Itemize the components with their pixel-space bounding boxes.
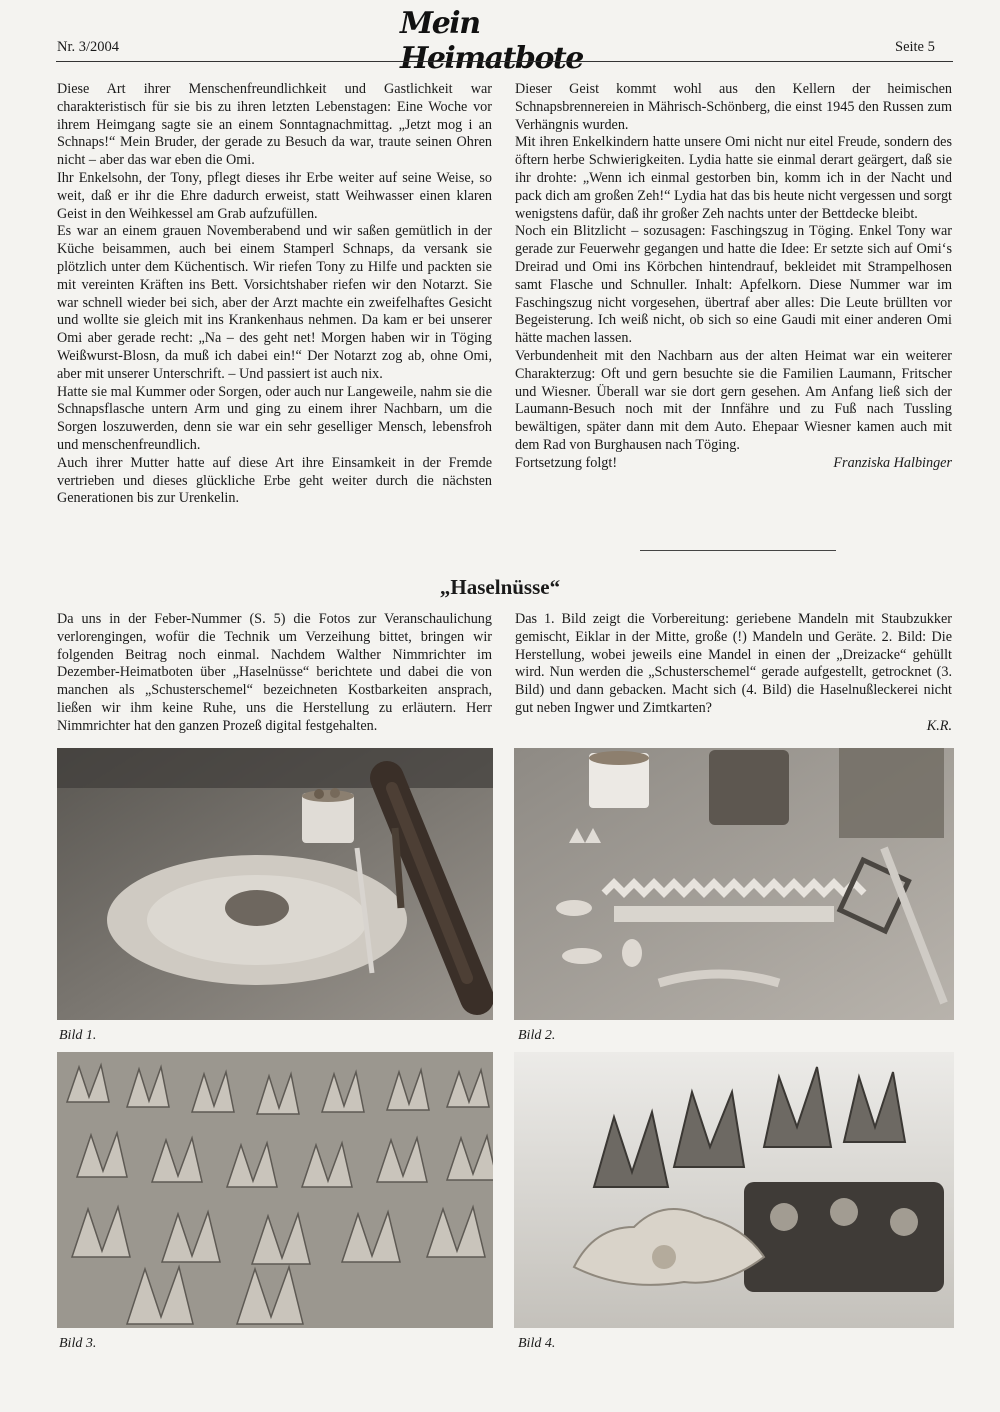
paragraph: Ihr Enkelsohn, der Tony, pflegt dieses ihr Erbe weiter auf seine Weise, so weit, daß er ihr die Ehre dadurch erweist, statt Weihwasser einen klaren Geist in den Weihkessel am Grab aufzufüllen. bbox=[57, 169, 492, 222]
photo-2-caption: Bild 2. bbox=[518, 1028, 556, 1043]
continuation-note: Fortsetzung folgt! bbox=[515, 454, 618, 471]
article-separator bbox=[640, 550, 836, 551]
article2-right-column bbox=[515, 611, 952, 736]
photo-1 bbox=[57, 748, 493, 1020]
photo-2-image bbox=[514, 748, 954, 1020]
photo-3-image bbox=[57, 1052, 493, 1328]
paragraph: Hatte sie mal Kummer oder Sorgen, oder auch nur Langeweile, nahm sie die Schnapsflasche untern Arm und ging zu einem ihrer Nachbarn, um die Sorgen loszuwerden, denn sie war ein sehr geselliger Mensch, lebensfroh und menschenfreundlich. bbox=[57, 383, 492, 453]
paragraph: Da uns in der Feber-Nummer (S. 5) die Fotos zur Veranschaulichung verlorengingen, wofür die Technik um Verzeihung bittet, bringen wir folgenden Beitrag noch einmal. Nachdem Walther Nimmrichter im Dezember-Heimatboten über „Haselnüsse“ berichtete und dabei die von manchen als „Schusterschemel“ bezeichneten Kostbarkeiten ansprach, ließen wir ihm keine Ruhe, uns die Herstellung zu erläutern. Herr Nimmrichter hat den ganzen Prozeß digital festgehalten. bbox=[57, 611, 492, 734]
page-number: Seite 5 bbox=[895, 39, 935, 55]
photo-3-caption: Bild 3. bbox=[59, 1336, 97, 1351]
photo-4 bbox=[514, 1052, 954, 1328]
photo-3 bbox=[57, 1052, 493, 1328]
article1-right-column bbox=[515, 81, 952, 473]
photo-2 bbox=[514, 748, 954, 1020]
author-initials: K.R. bbox=[926, 717, 952, 734]
issue-number: Nr. 3/2004 bbox=[57, 39, 120, 55]
initials-row bbox=[515, 718, 952, 736]
signature-row bbox=[515, 455, 952, 473]
article-title: „Haselnüsse“ bbox=[439, 575, 561, 599]
paragraph: Noch ein Blitzlicht – sozusagen: Faschingszug in Töging. Enkel Tony war gerade zur Feuerwehr gegangen und hatte die Idee: Er setzte sich auf Omi‘s Dreirad und Omi ins Körbchen hintendrauf, bekleidet mit Strampelhosen samt Flasche und Schnuller. Inhalt: Apfelkorn. Diese Nummer war im Faschingszug nicht vorgesehen, übertraf aber alles: Die Leute brüllten vor Begeisterung. Ich weiß nicht, ob sich so eine Gaudi mit einer anderen Omi hätte machen lassen. bbox=[515, 223, 952, 347]
paragraph: Auch ihrer Mutter hatte auf diese Art ihre Einsamkeit in der Fremde vertrieben und dieses glückliche Erbe geht weiter durch die nächsten Generationen bis zur Urenkelin. bbox=[57, 454, 492, 507]
paragraph: Das 1. Bild zeigt die Vorbereitung: geriebene Mandeln mit Staubzukker gemischt, Eiklar in der Mitte, große (!) Mandeln und Geräte. 2. Bild: Die Herstellung, wobei jeweils eine Mandel in einen der „Dreizacke“ gehüllt wird. Nun werden die „Schusterschemel“ gerade aufgestellt, getrocknet (3. Bild) und dann gebacken. Macht sich (4. Bild) die Haselnußleckerei nicht gut neben Ingwer und Zimtkarten? bbox=[515, 611, 952, 716]
paragraph: Verbundenheit mit den Nachbarn aus der alten Heimat war ein weiterer Charakterzug: Oft und gern besuchte sie die Familien Laumann, Fritscher und Wiesner. Überall war sie dort gern gesehen. Am Anfang ließ sich der Laumann-Besuch noch mit der Innfähre und zu Fuß nach Tussling bewältigen, später dann mit dem Auto. Ehepaar Wiesner kamen auch mit dem Rad von Burghausen nach Töging. bbox=[515, 347, 952, 453]
article1-left-column bbox=[57, 81, 492, 508]
photo-4-image bbox=[514, 1052, 954, 1328]
paragraph: Es war an einem grauen Novemberabend und wir saßen gemütlich in der Küche beisammen, auch bei einem Stamperl Schnaps, da versank sie plötzlich unter dem Küchentisch. Wir riefen Tony zu Hilfe und packten sie mit vereinten Kräften ins Bett. Vorsichtshaber riefen wir den Notarzt. Sie war schnell wieder bei sich, aber der Arzt machte ein zweifelhaftes Gesicht und wollte sie gleich mit ins Krankenhaus nehmen. Da kam er bei unserer Omi aber gerade recht: „Na – des geht net! Morgen haben wir in Töging Weißwurst-Blosn, da muß ich dabei ein!“ Der Notarzt zog ab, ohne Omi, aber mit unserer Unterschrift. – Und passiert ist auch nix. bbox=[57, 223, 492, 382]
photo-1-caption: Bild 1. bbox=[59, 1028, 97, 1043]
author-name: Franziska Halbinger bbox=[833, 454, 952, 471]
article2-left-column bbox=[57, 611, 492, 736]
photo-4-caption: Bild 4. bbox=[518, 1336, 556, 1351]
masthead-logo: Mein Heimatbote bbox=[400, 6, 583, 76]
photo-1-image bbox=[57, 748, 493, 1020]
paragraph: Diese Art ihrer Menschenfreundlichkeit und Gastlichkeit war charakteristisch für sie bis zu ihren letzten Lebenstagen: Eine Woche vor ihrem Heimgang sagte sie an einem Sonntagnachmittag. „Jetzt mog i an Schnaps!“ Mein Bruder, der gerade zu Besuch da war, traute seinen Ohren nicht – aber das war eben die Omi. bbox=[57, 81, 492, 169]
paragraph: Mit ihren Enkelkindern hatte unsere Omi nicht nur eitel Freude, sondern des öftern herbe Schwierigkeiten. Lydia hatte sie einmal derart geärgert, daß sie ihr drohte: „Wenn ich einmal gestorben bin, komm ich in der Nacht und pack dich am großen Zeh!“ Lydia hat das bis heute nicht vergessen und sorgt wenigstens dafür, daß ihr großer Zeh nachts unter der Bettdecke bleibt. bbox=[515, 134, 952, 222]
header-rule bbox=[56, 61, 953, 62]
paragraph: Dieser Geist kommt wohl aus den Kellern der heimischen Schnapsbrennereien in Mährisch-Schönberg, die einst 1945 den Russen zum Verhängnis wurden. bbox=[515, 81, 952, 133]
